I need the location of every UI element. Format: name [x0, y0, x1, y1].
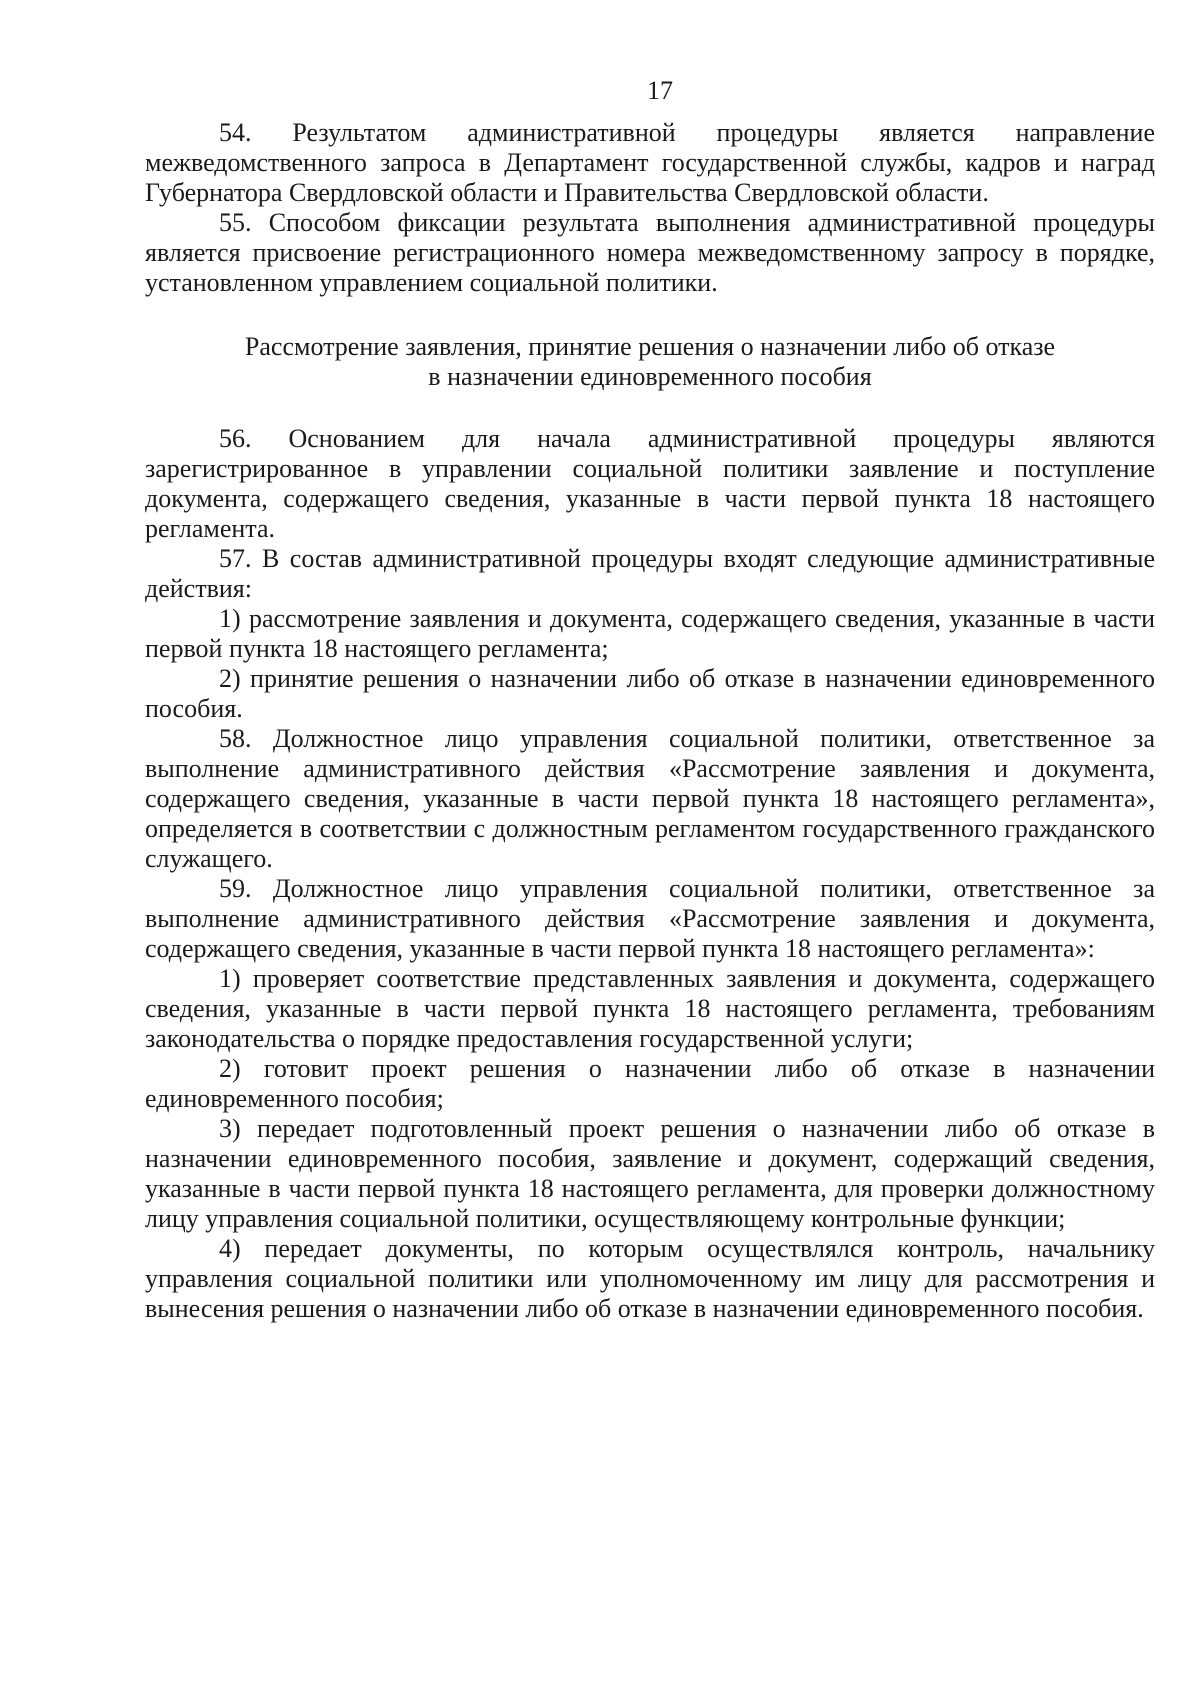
paragraph-59-item-2: 2) готовит проект решения о назначении либо об отказе в назначении единовременного пособия;: [145, 1054, 1155, 1113]
paragraph-59-item-4: 4) передает документы, по которым осуществлялся контроль, начальнику управления социальной политики или уполномоченному им лицу для рассмотрения и вынесения решения о назначении либо об отказе в назначении единовременного пособия.: [145, 1234, 1155, 1323]
page-number: 17: [647, 76, 673, 105]
paragraph-57: 57. В состав административной процедуры входят следующие административные действия:: [145, 544, 1155, 603]
paragraph-58: 58. Должностное лицо управления социальной политики, ответственное за выполнение административного действия «Рассмотрение заявления и документа, содержащего сведения, указанные в части первой пункта 18 настоящего регламента», определяется в соответствии с должностным регламентом государственного гражданского служащего.: [145, 724, 1155, 873]
paragraph-54: 54. Результатом административной процедуры является направление межведомственного запроса в Департамент государственной службы, кадров и наград Губернатора Свердловской области и Правительства Свердловской области.: [145, 118, 1155, 207]
paragraph-59-item-3: 3) передает подготовленный проект решения о назначении либо об отказе в назначении единовременного пособия, заявление и документ, содержащий сведения, указанные в части первой пункта 18 настоящего регламента, для проверки должностному лицу управления социальной политики, осуществляющему контрольные функции;: [145, 1114, 1155, 1233]
paragraph-56: 56. Основанием для начала административной процедуры являются зарегистрированное в управлении социальной политики заявление и поступление документа, содержащего сведения, указанные в части первой пункта 18 настоящего регламента.: [145, 424, 1155, 543]
section-heading-line-1: Рассмотрение заявления, принятие решения о назначении либо об отказе: [244, 332, 1056, 361]
document-body: [145, 118, 1155, 1324]
paragraph-55: 55. Способом фиксации результата выполнения административной процедуры является присвоение регистрационного номера межведомственному запросу в порядке, установленном управлением социальной политики.: [145, 208, 1155, 297]
paragraph-57-item-2: 2) принятие решения о назначении либо об отказе в назначении единовременного пособия.: [145, 664, 1155, 723]
section-heading-line-2: в назначении единовременного пособия: [428, 362, 872, 391]
section-heading: [145, 332, 1155, 392]
paragraph-59: 59. Должностное лицо управления социальной политики, ответственное за выполнение административного действия «Рассмотрение заявления и документа, содержащего сведения, указанные в части первой пункта 18 настоящего регламента»:: [145, 874, 1155, 963]
paragraph-57-item-1: 1) рассмотрение заявления и документа, содержащего сведения, указанные в части первой пункта 18 настоящего регламента;: [145, 604, 1155, 663]
paragraph-59-item-1: 1) проверяет соответствие представленных заявления и документа, содержащего сведения, указанные в части первой пункта 18 настоящего регламента, требованиям законодательства о порядке предоставления государственной услуги;: [145, 964, 1155, 1053]
